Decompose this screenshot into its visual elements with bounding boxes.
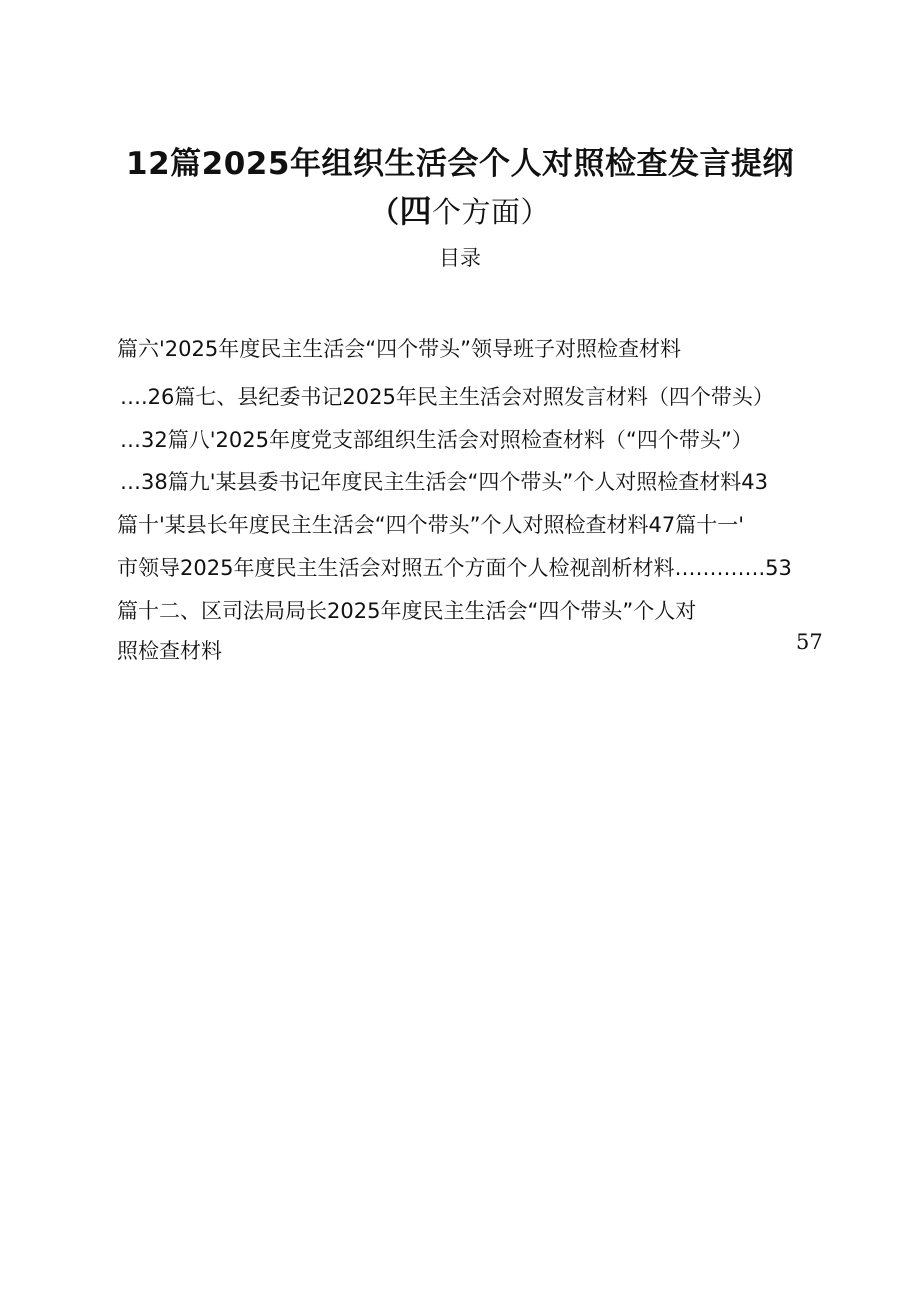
toc-page-number: 57: [796, 630, 823, 654]
toc-entry[interactable]: 照检查材料: [117, 639, 222, 663]
title-rest: 个方面）: [432, 195, 551, 229]
toc-entry[interactable]: …38篇九'某县委书记年度民主生活会“四个带头”个人对照检查材料43: [120, 470, 768, 494]
toc-entry[interactable]: …32篇八'2025年度党支部组织生活会对照检查材料（“四个带头”）: [120, 428, 753, 452]
toc-entry[interactable]: 篇十二、区司法局局长2025年度民主生活会“四个带头”个人对: [117, 599, 697, 623]
toc-entry[interactable]: 篇十'某县长年度民主生活会“四个带头”个人对照检查材料47篇十一': [117, 513, 745, 537]
toc-entry[interactable]: ….26篇七、县纪委书记2025年民主生活会对照发言材料（四个带头）: [120, 385, 774, 409]
title-open-paren: （: [369, 195, 400, 229]
toc-entry[interactable]: 篇六'2025年度民主生活会“四个带头”领导班子对照检查材料: [117, 337, 681, 361]
title-emphasis: 四: [399, 192, 432, 230]
document-title-line2: [0, 186, 920, 232]
document-title-line1: 12篇2025年组织生活会个人对照检查发言提纲: [126, 146, 794, 182]
toc-entry[interactable]: 市领导2025年度民主生活会对照五个方面个人检视剖析材料………….53: [117, 556, 792, 580]
toc-heading: 目录: [439, 246, 481, 270]
